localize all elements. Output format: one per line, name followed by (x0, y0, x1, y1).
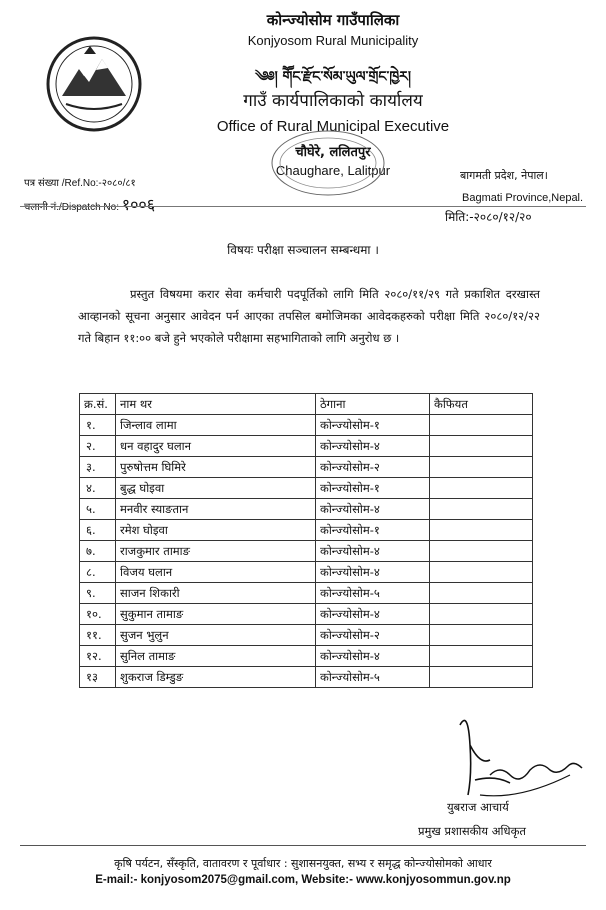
cell-address: कोन्ज्योसोम-१ (316, 415, 430, 436)
cell-name: रमेश घोइवा (116, 520, 316, 541)
cell-sn: १. (80, 415, 116, 436)
cell-address: कोन्ज्योसोम-४ (316, 541, 430, 562)
header-divider (20, 206, 586, 207)
cell-name: बुद्ध घोइवा (116, 478, 316, 499)
cell-remarks (430, 478, 533, 499)
cell-name: मनवीर स्याङतान (116, 499, 316, 520)
cell-address: कोन्ज्योसोम-१ (316, 478, 430, 499)
cell-remarks (430, 520, 533, 541)
cell-name: जिन्लाव लामा (116, 415, 316, 436)
table-row (80, 583, 533, 604)
cell-name: सुजन भुलुन (116, 625, 316, 646)
cell-remarks (430, 457, 533, 478)
cell-remarks (430, 583, 533, 604)
cell-address: कोन्ज्योसोम-२ (316, 457, 430, 478)
cell-address: कोन्ज्योसोम-४ (316, 562, 430, 583)
municipality-name-tibetan: ༄༅། གཽང་རྫོང་སོམ་ཡུལ་གྲོང་ཁྱེར། (255, 69, 411, 85)
municipality-name-np: कोन्ज्योसोम गाउँपालिका (266, 11, 400, 29)
cell-address: कोन्ज्योसोम-४ (316, 499, 430, 520)
cell-sn: १२. (80, 646, 116, 667)
table-row (80, 667, 533, 688)
cell-sn: ११. (80, 625, 116, 646)
table-row (80, 520, 533, 541)
cell-name: सुकुमान तामाङ (116, 604, 316, 625)
cell-name: राजकुमार तामाङ (116, 541, 316, 562)
cell-remarks (430, 436, 533, 457)
office-stamp (268, 128, 388, 198)
cell-remarks (430, 499, 533, 520)
table-row (80, 478, 533, 499)
office-name-en: Office of Rural Municipal Executive (216, 118, 450, 135)
province-np: बागमती प्रदेश, नेपाल। (460, 169, 548, 182)
dispatch-value: १००६ (121, 195, 156, 214)
cell-remarks (430, 562, 533, 583)
cell-remarks (430, 541, 533, 562)
cell-name: सुनिल तामाङ (116, 646, 316, 667)
office-name-np: गाउँ कार्यपालिकाको कार्यालय (243, 91, 423, 111)
letter-subject: विषयः परीक्षा सञ्चालन सम्बन्धमा । (227, 243, 379, 257)
province-en: Bagmati Province,Nepal. (462, 192, 584, 204)
cell-name: पुरुषोत्तम घिमिरे (116, 457, 316, 478)
col-header-remarks: कैफियत (430, 394, 533, 415)
footer-contact: E-mail:- konjyosom2075@gmail.com, Website:- www.konjyosommun.gov.np (95, 874, 511, 886)
cell-sn: १०. (80, 604, 116, 625)
letter-date: मिति:-२०८०/१२/२० (445, 210, 532, 224)
col-header-name: नाम थर (116, 394, 316, 415)
dispatch-number (24, 193, 155, 215)
table-row (80, 541, 533, 562)
cell-name: विजय घलान (116, 562, 316, 583)
table-row (80, 646, 533, 667)
place-np: चौघेरे, ललितपुर (295, 145, 371, 160)
col-header-address: ठेगाना (316, 394, 430, 415)
cell-remarks (430, 667, 533, 688)
cell-sn: ३. (80, 457, 116, 478)
cell-sn: ४. (80, 478, 116, 499)
cell-remarks (430, 415, 533, 436)
table-row (80, 499, 533, 520)
cell-name: शुकराज डिम्डुङ (116, 667, 316, 688)
signatory-title: प्रमुख प्रशासकीय अधिकृत (418, 824, 526, 838)
cell-address: कोन्ज्योसोम-२ (316, 625, 430, 646)
table-row (80, 625, 533, 646)
table-row (80, 562, 533, 583)
table-header-row (80, 394, 533, 415)
cell-sn: १३ (80, 667, 116, 688)
cell-sn: ८. (80, 562, 116, 583)
cell-sn: ९. (80, 583, 116, 604)
signatory-name: युबराज आचार्य (447, 800, 509, 814)
cell-remarks (430, 604, 533, 625)
cell-address: कोन्ज्योसोम-१ (316, 520, 430, 541)
cell-address: कोन्ज्योसोम-५ (316, 583, 430, 604)
cell-remarks (430, 625, 533, 646)
place-en: Chaughare, Lalitpur (275, 163, 391, 178)
cell-address: कोन्ज्योसोम-४ (316, 436, 430, 457)
cell-remarks (430, 646, 533, 667)
dispatch-label: चलानी नं./Dispatch No: (24, 202, 119, 213)
table-row (80, 436, 533, 457)
cell-address: कोन्ज्योसोम-४ (316, 604, 430, 625)
cell-address: कोन्ज्योसोम-५ (316, 667, 430, 688)
footer-divider (20, 845, 586, 846)
col-header-sn: क्र.सं. (80, 394, 116, 415)
table-row (80, 415, 533, 436)
cell-address: कोन्ज्योसोम-४ (316, 646, 430, 667)
cell-name: धन वहादुर घलान (116, 436, 316, 457)
table-row (80, 457, 533, 478)
municipality-name-en: Konjyosom Rural Municipality (247, 33, 419, 48)
letter-body: प्रस्तुत विषयमा करार सेवा कर्मचारी पदपूर्तिको लागि मिति २०८०/११/२९ गते प्रकाशित दरखास्त आव्हानको सूचना अनुसार आवेदन पर्न आएका तपसिल बमोजिमका आवेदकहरुको परीक्षा मिति २०८०/१२/२२ गते बिहान ११:०० बजे हुने भएकोले परीक्षामा सहभागिताको लागि अनुरोध छ । (78, 287, 540, 345)
footer-tagline: कृषि पर्यटन, सँस्कृति, वातावरण र पूर्वाधार : सुशासनयुक्त, सभ्य र समृद्ध कोन्ज्योसोमको आधार (114, 857, 492, 870)
reference-number: पत्र संख्या /Ref.No:-२०८०/८१ (24, 178, 136, 189)
candidate-table (79, 393, 533, 688)
cell-sn: २. (80, 436, 116, 457)
cell-sn: ५. (80, 499, 116, 520)
cell-name: साजन शिकारी (116, 583, 316, 604)
cell-sn: ७. (80, 541, 116, 562)
cell-sn: ६. (80, 520, 116, 541)
table-row (80, 604, 533, 625)
